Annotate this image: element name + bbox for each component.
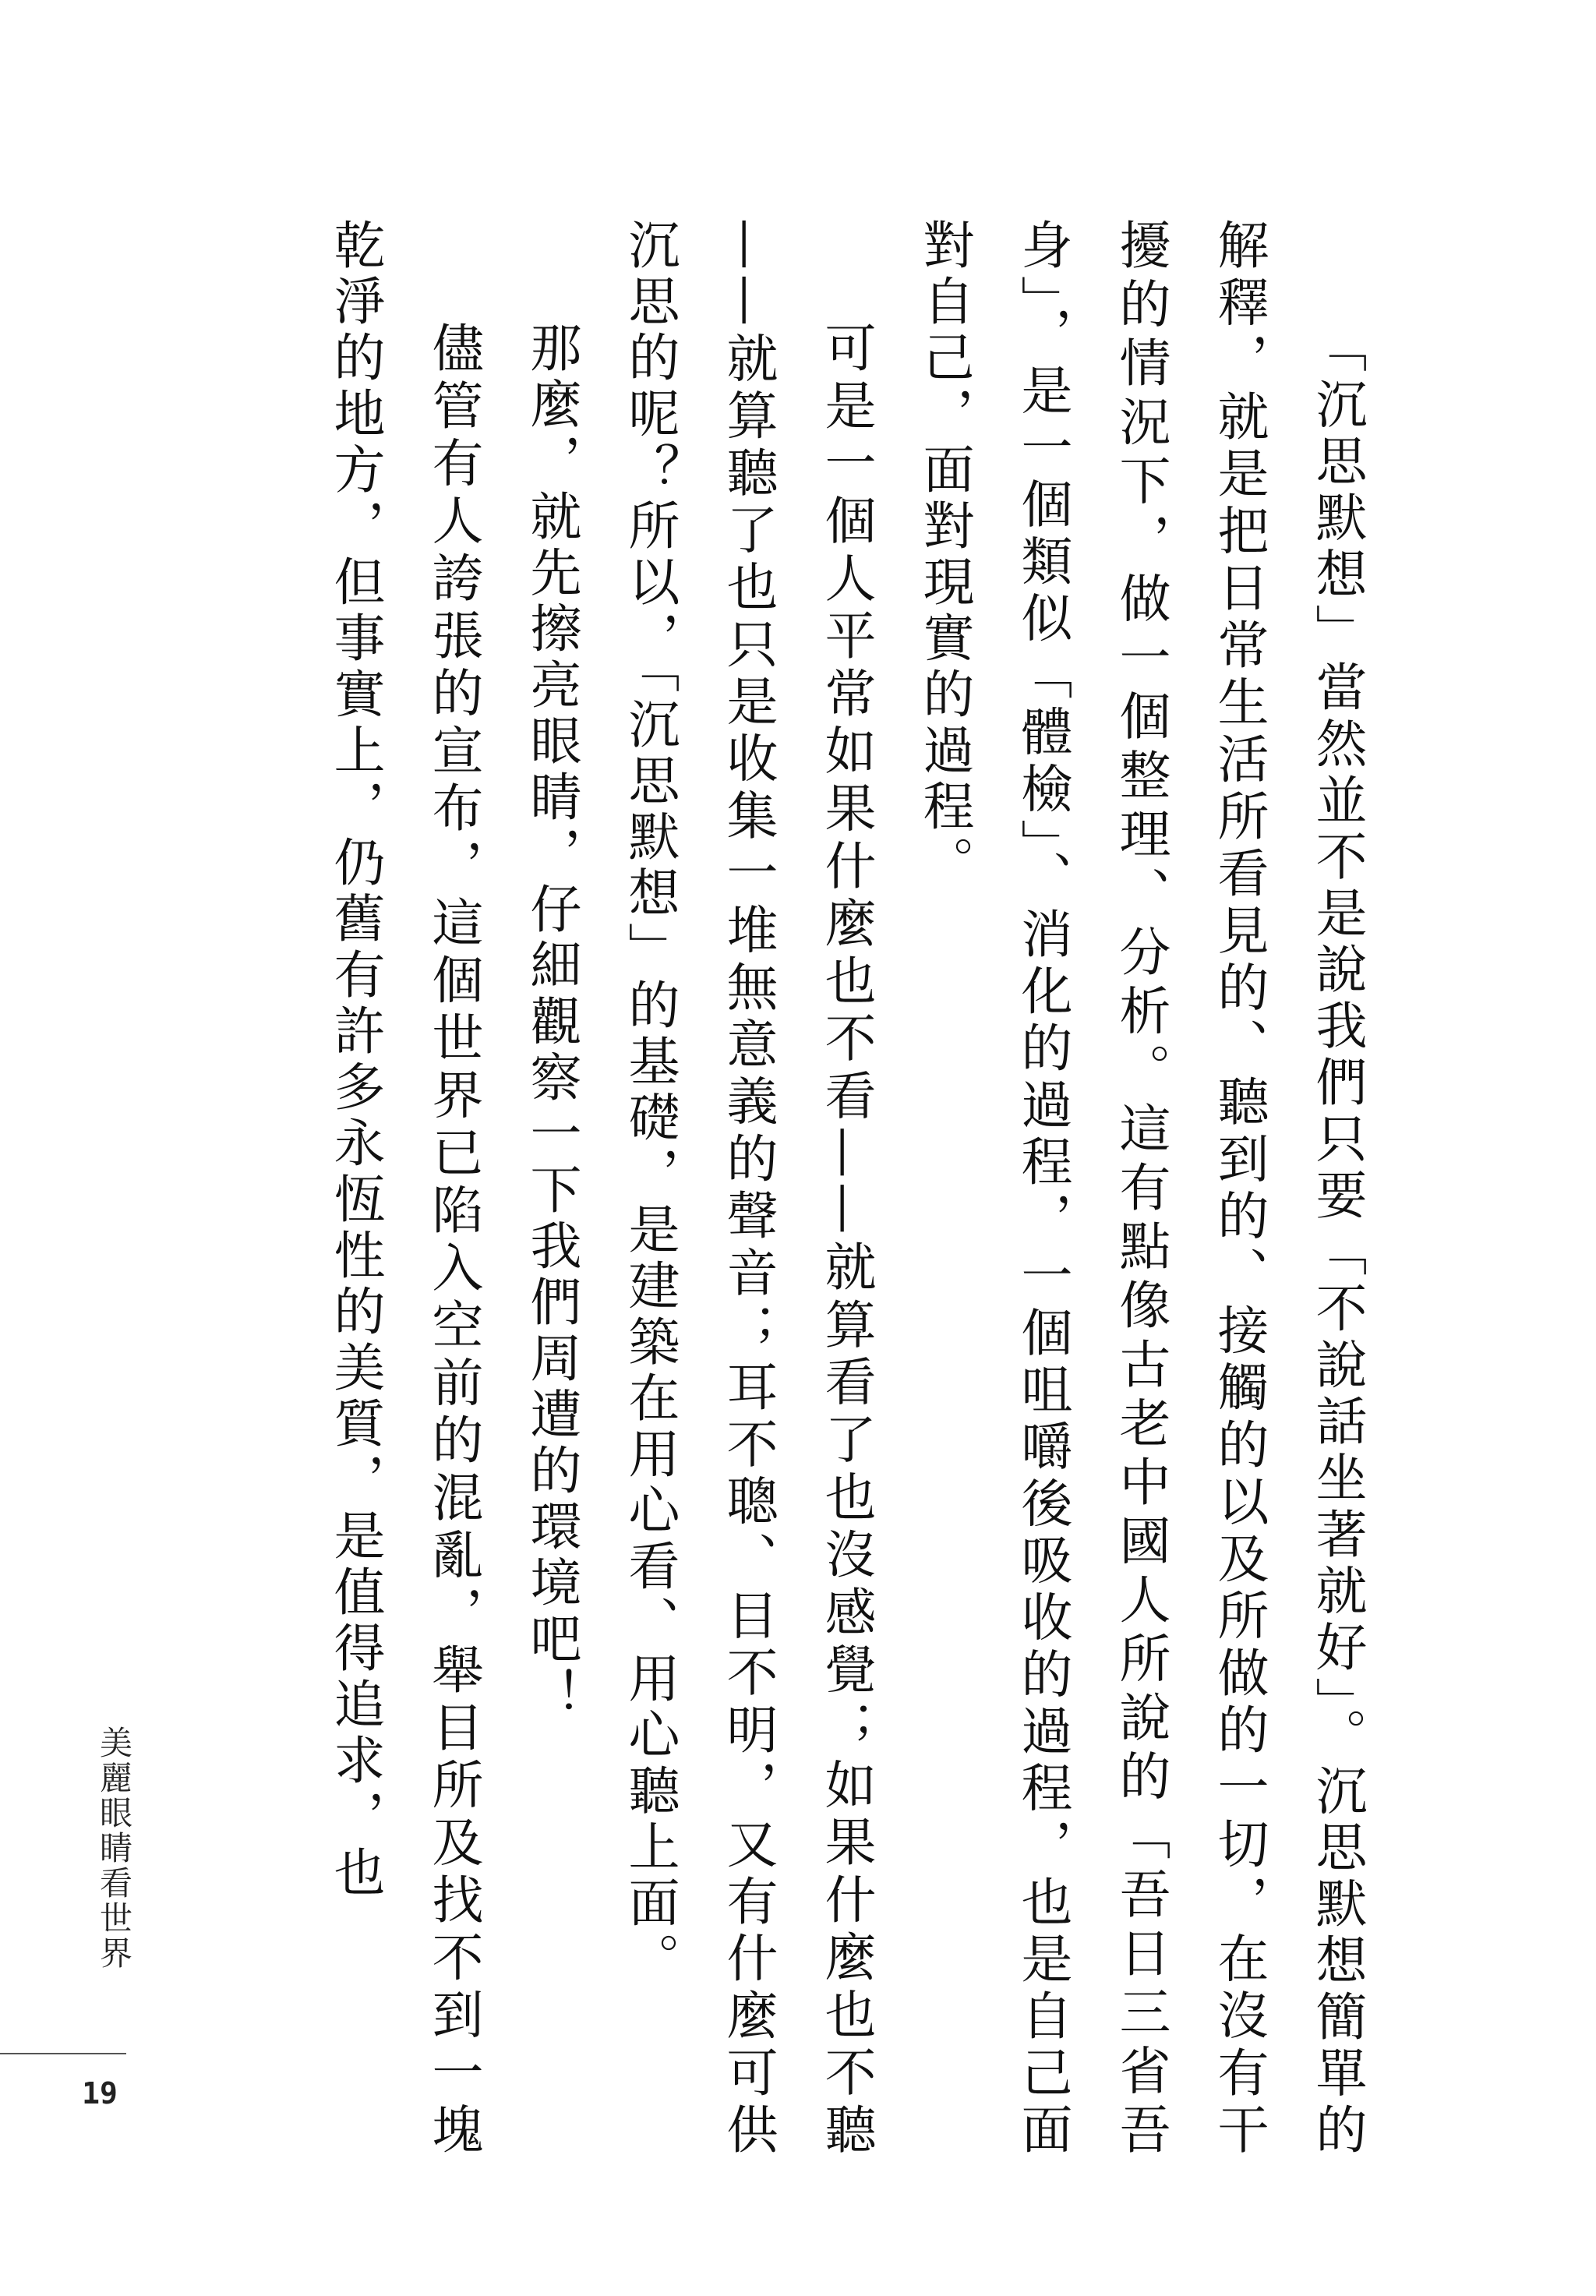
paragraph-1: 「沉思默想」當然並不是說我們只要「不說話坐著就好」。沉思默想簡單的解釋，就是把日常生活所看見的、聽到的、接觸的以及所做的一切，在沒有干擾的情況下，做一個整理、分析。這有點像古老中國人所說的「吾日三省吾身」，是一個類似「體檢」、消化的過程，一個咀嚼後吸收的過程，也是自己面對自己，面對現實的過程。 [914, 218, 1367, 2159]
paragraph-2: 可是一個人平常如果什麼也不看——就算看了也沒感覺；如果什麼也不聽——就算聽了也只是收集一堆無意義的聲音；耳不聰、目不明，又有什麼可供沉思的呢？所以，「沉思默想」的基礎，是建築在用心看、用心聽上面。 [620, 218, 876, 2159]
paragraph-4: 儘管有人誇張的宣布，這個世界已陷入空前的混亂，舉目所及找不到一塊乾淨的地方，但事實上，仍舊有許多永恆性的美質，是值得追求，也 [325, 218, 483, 2159]
body-text [305, 218, 1386, 2159]
running-head: 美麗眼睛看世界 [95, 1726, 133, 1971]
footer-rule [0, 2053, 126, 2054]
paragraph-3: 那麼，就先擦亮眼睛，仔細觀察一下我們周遭的環境吧！ [521, 321, 581, 1724]
page-number: 19 [82, 2076, 118, 2111]
